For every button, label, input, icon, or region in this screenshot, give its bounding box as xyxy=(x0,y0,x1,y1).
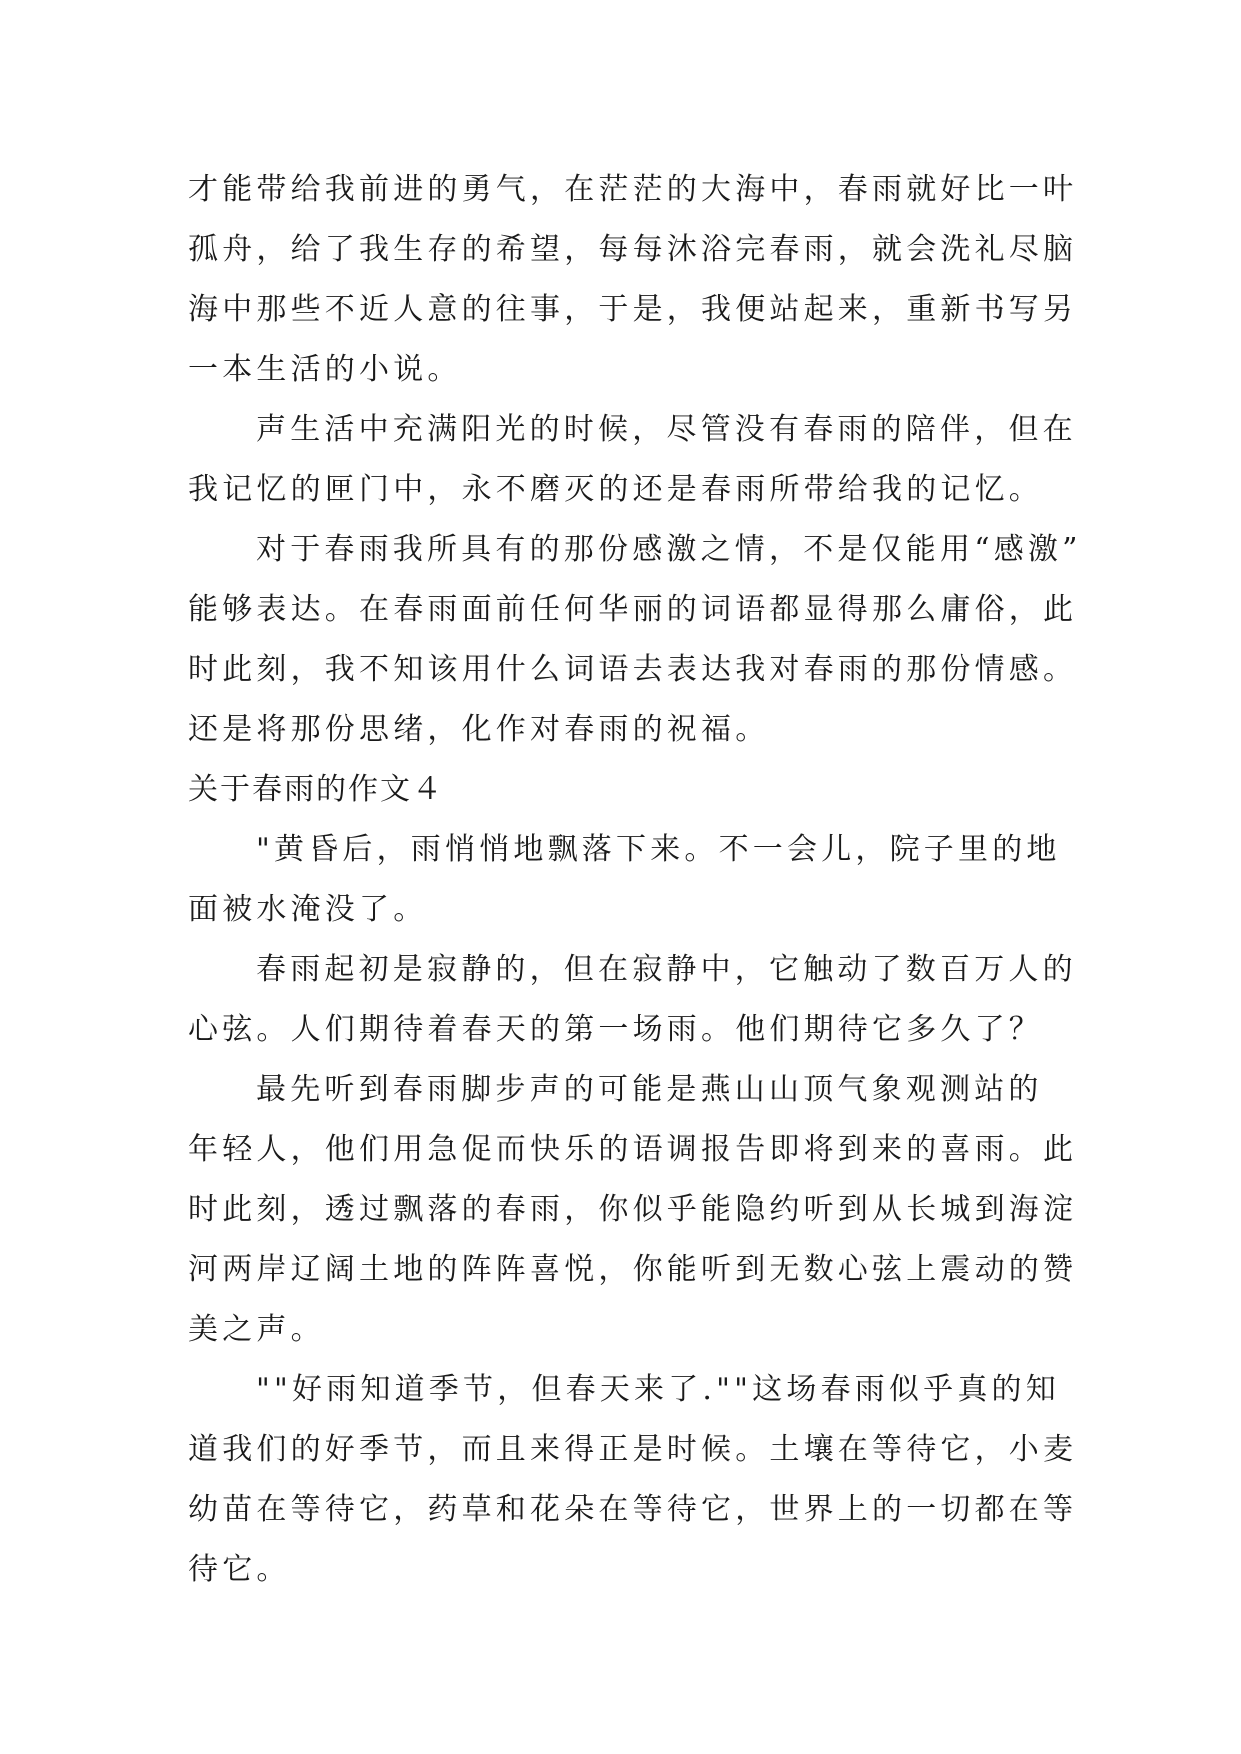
paragraph xyxy=(188,400,1077,520)
paragraph xyxy=(188,940,1077,1060)
text-line: 海中那些不近人意的往事，于是，我便站起来，重新书写另 xyxy=(188,292,1078,327)
heading-text: 关于春雨的作文４ xyxy=(188,772,444,807)
text-line: 一本生活的小说。 xyxy=(188,352,462,387)
text-line: 河两岸辽阔土地的阵阵喜悦，你能听到无数心弦上震动的赞 xyxy=(188,1252,1078,1287)
text-line: 心弦。人们期待着春天的第一场雨。他们期待它多久了？ xyxy=(188,1012,1043,1047)
text-line: 美之声。 xyxy=(188,1312,325,1347)
text-line: 年轻人，他们用急促而快乐的语调报告即将到来的喜雨。此 xyxy=(188,1132,1078,1167)
paragraph xyxy=(188,1060,1078,1360)
text-line: 道我们的好季节，而且来得正是时候。土壤在等待它，小麦 xyxy=(188,1432,1078,1467)
text-line: 最先听到春雨脚步声的可能是燕山山顶气象观测站的 xyxy=(256,1072,1043,1107)
paragraph xyxy=(188,520,1082,760)
paragraph xyxy=(188,1360,1078,1600)
text-line: 面被水淹没了。 xyxy=(188,892,428,927)
document-page xyxy=(188,160,1082,1600)
text-line: 还是将那份思绪，化作对春雨的祝福。 xyxy=(188,712,770,747)
text-line: 才能带给我前进的勇气，在茫茫的大海中，春雨就好比一叶 xyxy=(188,172,1078,207)
text-line: 春雨起初是寂静的，但在寂静中，它触动了数百万人的 xyxy=(256,952,1077,987)
text-line: 待它。 xyxy=(188,1552,291,1587)
section-heading xyxy=(188,760,1058,820)
text-line: 幼苗在等待它，药草和花朵在等待它，世界上的一切都在等 xyxy=(188,1492,1078,1527)
text-line: 时此刻，我不知该用什么词语去表达我对春雨的那份情感。 xyxy=(188,652,1078,687)
text-line: 我记忆的匣门中，永不磨灭的还是春雨所带给我的记忆。 xyxy=(188,472,1043,507)
text-line: 能够表达。在春雨面前任何华丽的词语都显得那么庸俗，此 xyxy=(188,592,1078,627)
text-line: "黄昏后，雨悄悄地飘落下来。不一会儿，院子里的地 xyxy=(256,832,1061,867)
text-line: 声生活中充满阳光的时候，尽管没有春雨的陪伴，但在 xyxy=(256,412,1077,447)
paragraph-continuation xyxy=(188,160,1078,400)
paragraph xyxy=(188,820,1061,940)
text-line: 时此刻，透过飘落的春雨，你似乎能隐约听到从长城到海淀 xyxy=(188,1192,1078,1227)
text-line: ""好雨知道季节，但春天来了.""这场春雨似乎真的知 xyxy=(256,1372,1060,1407)
text-line: 对于春雨我所具有的那份感激之情，不是仅能用“感激” xyxy=(256,532,1082,567)
text-line: 孤舟，给了我生存的希望，每每沐浴完春雨，就会洗礼尽脑 xyxy=(188,232,1078,267)
